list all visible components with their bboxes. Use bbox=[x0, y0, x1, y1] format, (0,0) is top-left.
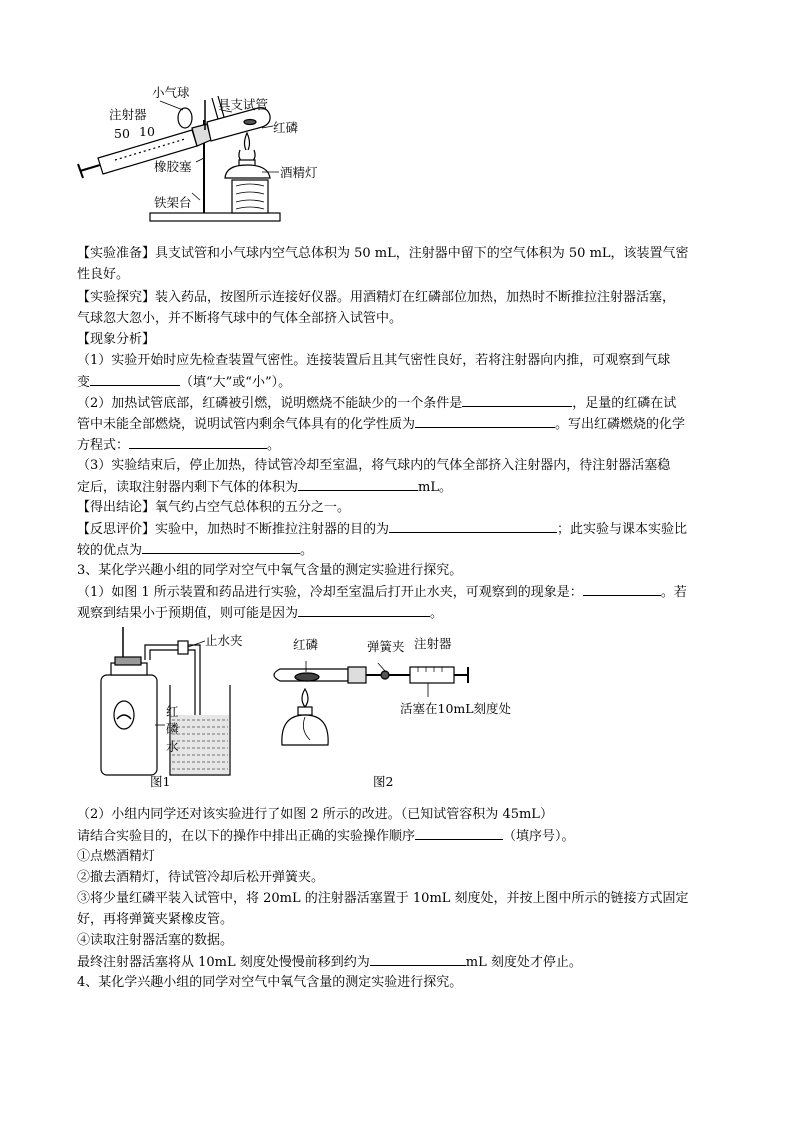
blank-refl-purpose[interactable] bbox=[389, 518, 557, 533]
text-step-2: ②撤去酒精灯，待试管冷却后松开弹簧夹。 bbox=[77, 870, 325, 885]
text-p3q1-c: 观察到结果小于预期值，则可能是因为 bbox=[77, 606, 299, 621]
blank-q1[interactable] bbox=[90, 371, 180, 386]
text-p3q1-a: （1）如图 1 所示装置和药品进行实验，冷却至室温后打开止水夹，可观察到的现象是： bbox=[77, 585, 583, 600]
label-red-phosphorus: 红磷 bbox=[273, 120, 299, 135]
text-q2-b: ，足量的红磷在试 bbox=[572, 396, 677, 411]
text-q2-line1 bbox=[77, 392, 722, 414]
fig2-label-piston-note: 活塞在10mL刻度处 bbox=[400, 701, 512, 716]
text-p3-q1-line1 bbox=[77, 581, 722, 603]
blank-final-volume[interactable] bbox=[370, 951, 466, 966]
label-rubber-stopper: 橡胶塞 bbox=[154, 159, 192, 174]
text-final-a: 最终注射器活塞将从 10mL 刻度处慢慢前移到约为 bbox=[77, 955, 370, 970]
text-step-3-line1: ③将少量红磷平装入试管中，将 20mL 的注射器活塞置于 10mL 刻度处，并按上图中所示的链接方式固定 bbox=[77, 891, 689, 906]
text-p3q2-a: 请结合实验目的，在以下的操作中排出正确的实验操作顺序 bbox=[77, 829, 416, 844]
text-q2-e: 方程式： bbox=[77, 438, 130, 453]
text-prep-line1: 【实验准备】具支试管和小气球内空气总体积为 50 mL，注射器中留下的空气体积为 50 mL，该装置气密 bbox=[77, 246, 689, 261]
fig2-label-syringe: 注射器 bbox=[414, 636, 452, 651]
text-refl-d: 。 bbox=[300, 543, 314, 558]
text-q2-line3 bbox=[77, 434, 722, 456]
fig2-caption: 图2 bbox=[373, 774, 394, 789]
text-final-b: mL 刻度处才停止。 bbox=[465, 955, 582, 970]
text-q2-d: 。写出红磷燃烧的化学 bbox=[555, 417, 686, 432]
text-q1-line1: （1）实验开始时应先检查装置气密性。连接装置后且其气密性良好，若将注射器向内推，可观察到气球 bbox=[77, 353, 671, 368]
text-p3q1-b: 。若 bbox=[660, 585, 687, 600]
text-refl-c: 较的优点为 bbox=[77, 543, 143, 558]
text-q2-c: 管中未能全部燃烧，说明试管内剩余气体具有的化学性质为 bbox=[77, 417, 416, 432]
text-q1-suffix: （填“大”或“小”）。 bbox=[180, 375, 292, 390]
text-phenomenon-heading: 【现象分析】 bbox=[77, 332, 156, 347]
text-q3-a: 定后，读取注射器内剩下气体的体积为 bbox=[77, 480, 299, 495]
text-step-4: ④读取注射器活塞的数据。 bbox=[77, 933, 234, 948]
fig1-label-red: 红 bbox=[166, 704, 179, 719]
text-refl-b: ；此实验与课本实验比 bbox=[557, 522, 688, 537]
text-p3-title: 3、某化学兴趣小组的同学对空气中氧气含量的测定实验进行探究。 bbox=[77, 563, 463, 578]
text-q2-a: （2）加热试管底部，红磷被引燃，说明燃烧不能缺少的一个条件是 bbox=[77, 396, 463, 411]
text-p3q2-b: （填序号）。 bbox=[503, 829, 575, 844]
text-q3-line1: （3）实验结束后，停止加热，待试管冷却至室温，将气球内的气体全部挤入注射器内，待注射器活塞稳 bbox=[77, 458, 671, 473]
text-q3-b: mL。 bbox=[418, 480, 452, 495]
text-reflection-line2 bbox=[77, 539, 722, 561]
blank-p3q1-phenomenon[interactable] bbox=[583, 581, 661, 596]
text-final-line bbox=[77, 951, 722, 973]
text-q2-line2 bbox=[77, 413, 722, 435]
text-step-3-line2: 好，再将弹簧夹紧橡皮管。 bbox=[77, 912, 234, 927]
label-scale-50: 50 bbox=[114, 126, 130, 141]
label-syringe: 注射器 bbox=[109, 107, 147, 122]
blank-q2-property[interactable] bbox=[415, 413, 555, 428]
fig1-label-clamp: 止水夹 bbox=[205, 633, 243, 648]
text-p3-q2-line2 bbox=[77, 825, 722, 847]
text-reflection-line1 bbox=[77, 518, 722, 540]
fig1-caption: 图1 bbox=[150, 774, 171, 789]
label-alcohol-lamp: 酒精灯 bbox=[280, 165, 318, 180]
text-step-1: ①点燃酒精灯 bbox=[77, 849, 156, 864]
label-balloon: 小气球 bbox=[152, 85, 190, 100]
blank-p3q2-order[interactable] bbox=[415, 825, 503, 840]
text-refl-a: 【反思评价】实验中，加热时不断推拉注射器的目的为 bbox=[77, 522, 390, 537]
fig1-label-phosphorus: 磷 bbox=[166, 721, 179, 736]
blank-refl-advantage[interactable] bbox=[142, 539, 300, 554]
text-prep-line2: 性良好。 bbox=[77, 267, 130, 282]
text-p3q1-d: 。 bbox=[430, 606, 444, 621]
text-p4-title: 4、某化学兴趣小组的同学对空气中氧气含量的测定实验进行探究。 bbox=[77, 975, 463, 990]
blank-q2-equation[interactable] bbox=[129, 434, 267, 449]
text-p3-q2-line1: （2）小组内同学还对该实验进行了如图 2 所示的改进。（已知试管容积为 45mL） bbox=[77, 807, 553, 822]
text-q1-line2 bbox=[77, 371, 722, 393]
blank-q2-condition[interactable] bbox=[462, 392, 572, 407]
text-q2-f: 。 bbox=[267, 438, 281, 453]
text-explore-line1: 【实验探究】装入药品，按图所示连接好仪器。用酒精灯在红磷部位加热，加热时不断推拉注射器活塞， bbox=[77, 290, 676, 305]
label-iron-stand: 铁架台 bbox=[154, 195, 192, 210]
text-conclusion: 【得出结论】氧气约占空气总体积的五分之一。 bbox=[77, 500, 351, 515]
label-scale-10: 10 bbox=[139, 124, 155, 139]
text-q1-prefix: 变 bbox=[77, 375, 91, 390]
blank-q3-volume[interactable] bbox=[298, 476, 418, 491]
fig2-label-red-phosphorus: 红磷 bbox=[293, 637, 319, 652]
fig1-label-water: 水 bbox=[166, 739, 179, 754]
text-explore-line2: 气球忽大忽小，并不断将气球中的气体全部挤入试管中。 bbox=[77, 311, 403, 326]
label-branch-tube: 具支试管 bbox=[218, 97, 269, 112]
text-q3-line2 bbox=[77, 476, 722, 498]
fig2-label-spring-clip: 弹簧夹 bbox=[367, 639, 405, 654]
